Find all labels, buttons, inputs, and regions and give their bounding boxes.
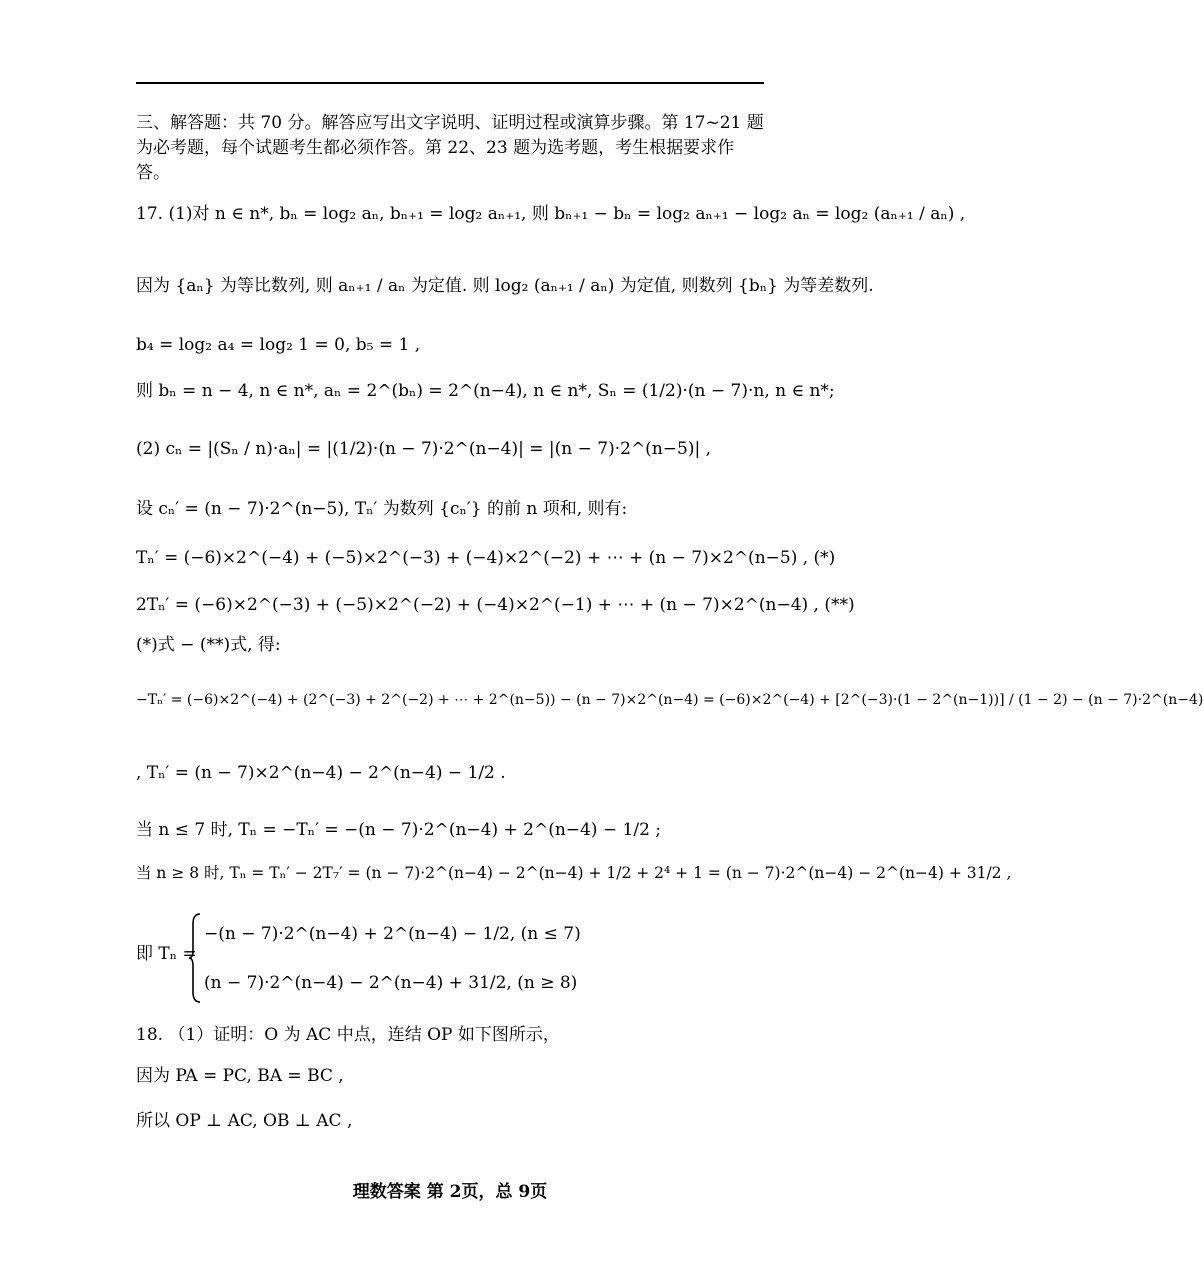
piecewise-case-1: −(n − 7)·2^(n−4) + 2^(n−4) − 1/2, (n ≤ 7): [204, 924, 581, 944]
section-intro: 三、解答题：共 70 分。解答应写出文字说明、证明过程或演算步骤。第 17~21 题为必考题，每个试题考生都必须作答。第 22、23 题为选考题，考生根据要求作答。: [136, 113, 764, 183]
piecewise-case-2: (n − 7)·2^(n−4) − 2^(n−4) + 31/2, (n ≥ 8): [204, 973, 578, 993]
solution-18-line-2: 因为 PA = PC, BA = BC ,: [136, 1066, 344, 1086]
solution-17-1-line-1: 17. (1)对 n ∈ n*, bₙ = log₂ aₙ, bₙ₊₁ = log₂ aₙ₊₁, 则 bₙ₊₁ − bₙ = log₂ aₙ₊₁ − log₂ aₙ = log₂ (aₙ₊₁ / aₙ) ,: [136, 204, 966, 224]
case-n-ge-8: 当 n ≥ 8 时, Tₙ = Tₙ′ − 2T₇′ = (n − 7)·2^(n−4) − 2^(n−4) + 1/2 + 2⁴ + 1 = (n − 7)·2^(n−4) − 2^(n−4) + 31/2 ,: [136, 864, 1012, 882]
case-n-le-7: 当 n ≤ 7 时, Tₙ = −Tₙ′ = −(n − 7)·2^(n−4) + 2^(n−4) − 1/2 ;: [136, 820, 662, 840]
formula-double-star: 2Tₙ′ = (−6)×2^(−3) + (−5)×2^(−2) + (−4)×2^(−1) + ⋯ + (n − 7)×2^(n−4) , (**): [136, 595, 855, 615]
solution-17-1-line-2: 因为 {aₙ} 为等比数列, 则 aₙ₊₁ / aₙ 为定值. 则 log₂ (aₙ₊₁ / aₙ) 为定值, 则数列 {bₙ} 为等差数列.: [136, 276, 874, 296]
formula-star: Tₙ′ = (−6)×2^(−4) + (−5)×2^(−3) + (−4)×2^(−2) + ⋯ + (n − 7)×2^(n−5) , (*): [136, 548, 836, 568]
solution-17-2-line-1: (2) cₙ = |(Sₙ / n)·aₙ| = |(1/2)·(n − 7)·2^(n−4)| = |(n − 7)·2^(n−5)| ,: [136, 439, 711, 459]
subtract-note: (*)式 − (**)式, 得:: [136, 635, 281, 655]
piecewise-brace: [188, 912, 202, 1004]
solution-18-line-1: 18. （1）证明：O 为 AC 中点，连结 OP 如下图所示，: [136, 1025, 560, 1045]
solution-17-1-line-4: 则 bₙ = n − 4, n ∈ n*, aₙ = 2^(bₙ) = 2^(n−4), n ∈ n*, Sₙ = (1/2)·(n − 7)·n, n ∈ n*;: [136, 381, 835, 401]
solution-18-line-3: 所以 OP ⊥ AC, OB ⊥ AC ,: [136, 1111, 353, 1131]
formula-neg-tn: −Tₙ′ = (−6)×2^(−4) + (2^(−3) + 2^(−2) + ⋯ + 2^(n−5)) − (n − 7)×2^(n−4) = (−6)×2^(−4) + [2^(−3)·(1 − 2^(n−1))] / (1 − 2) − (n − 7)·2^(n−4): [136, 692, 1203, 708]
solution-17-1-line-3: b₄ = log₂ a₄ = log₂ 1 = 0, b₅ = 1 ,: [136, 335, 421, 355]
header-rule: [136, 82, 764, 84]
piecewise-label: 即 Tₙ =: [136, 944, 197, 964]
solution-17-2-line-2: 设 cₙ′ = (n − 7)·2^(n−5), Tₙ′ 为数列 {cₙ′} 的前 n 项和, 则有:: [136, 499, 628, 519]
formula-tn-prime: , Tₙ′ = (n − 7)×2^(n−4) − 2^(n−4) − 1/2 .: [136, 763, 506, 783]
page-footer: 理数答案 第 2页，总 9页: [352, 1182, 548, 1202]
